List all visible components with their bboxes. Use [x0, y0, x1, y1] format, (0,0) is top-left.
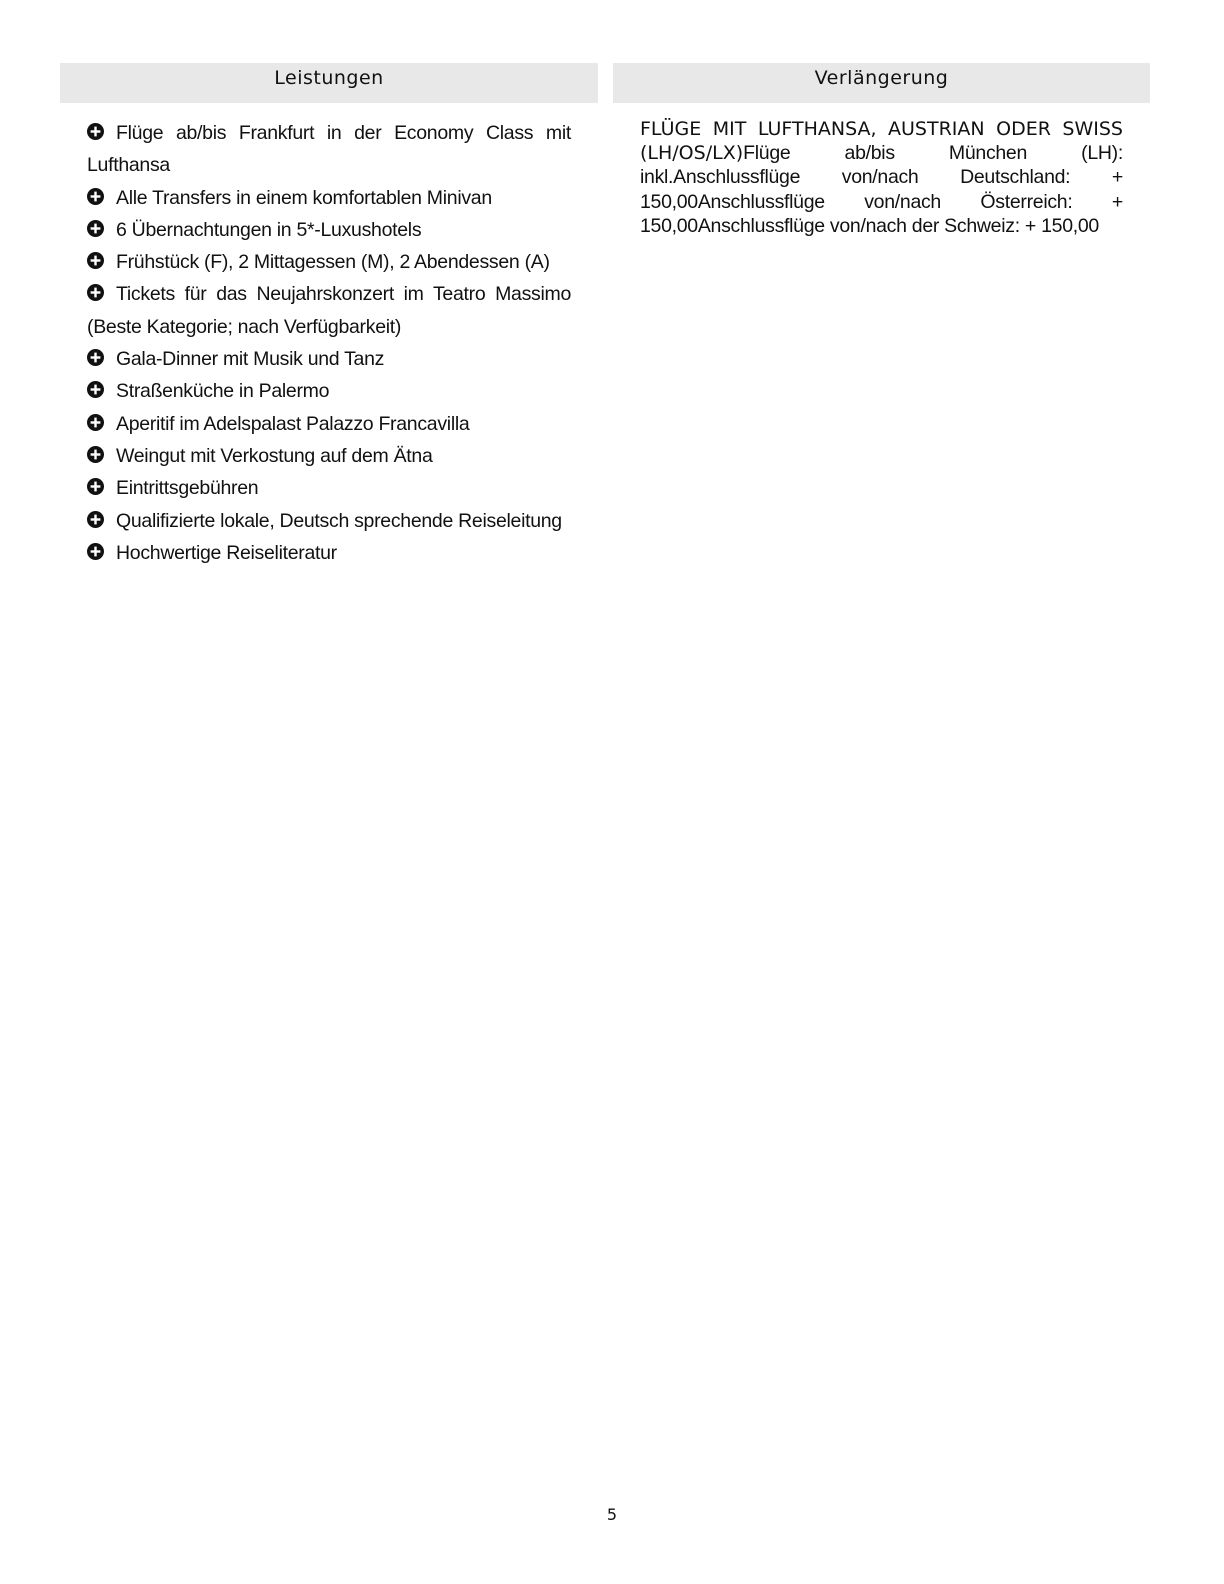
plus-circle-icon — [87, 188, 104, 205]
list-item-text: Qualifizierte lokale, Deutsch sprechende Reiseleitung — [116, 509, 562, 532]
list-item — [87, 214, 571, 246]
list-item-text: Eintrittsgebühren — [116, 477, 259, 500]
list-item — [87, 440, 571, 472]
plus-circle-icon — [87, 220, 104, 237]
list-item-text: 6 Übernachtungen in 5*-Luxushotels — [116, 218, 422, 241]
list-item-text: Flüge ab/bis Frankfurt in der Economy Class mit Lufthansa — [87, 122, 571, 177]
plus-circle-icon — [87, 349, 104, 366]
list-item — [87, 182, 571, 214]
plus-circle-icon — [87, 446, 104, 463]
extension-column — [613, 63, 1150, 237]
list-item — [87, 343, 571, 375]
list-item-text: Alle Transfers in einem komfortablen Minivan — [116, 186, 492, 209]
list-item-text: Aperitif im Adelspalast Palazzo Francavilla — [116, 412, 470, 435]
list-item — [87, 278, 571, 343]
list-item-text: Hochwertige Reiseliteratur — [116, 541, 337, 564]
list-item-text: Weingut mit Verkostung auf dem Ätna — [116, 444, 433, 467]
flights-heading: FLÜGE MIT LUFTHANSA, AUSTRIAN ODER SWISS (LH/OS/LX) — [640, 118, 1123, 165]
list-item — [87, 472, 571, 504]
list-item — [87, 408, 571, 440]
plus-circle-icon — [87, 543, 104, 560]
plus-circle-icon — [87, 478, 104, 495]
services-column — [60, 63, 598, 564]
list-item — [87, 375, 571, 407]
list-item — [87, 246, 571, 278]
plus-circle-icon — [87, 414, 104, 431]
list-item-text: Gala-Dinner mit Musik und Tanz — [116, 348, 385, 371]
plus-circle-icon — [87, 284, 104, 301]
list-item-text: Straßenküche in Palermo — [116, 380, 330, 403]
list-item — [87, 537, 571, 569]
plus-circle-icon — [87, 123, 104, 140]
list-item — [87, 117, 571, 182]
services-header: Leistungen — [60, 63, 598, 103]
plus-circle-icon — [87, 252, 104, 269]
flights-details: Flüge ab/bis München (LH): inkl.Anschlussflüge von/nach Deutschland: + 150,00Anschlussflüge von/nach Österreich: + 150,00Anschlussflüge von/nach der Schweiz: + 150,00 — [640, 142, 1123, 237]
page-number: 5 — [606, 1505, 618, 1524]
plus-circle-icon — [87, 381, 104, 398]
extension-header: Verlängerung — [613, 63, 1150, 103]
list-item — [87, 505, 571, 537]
list-item-text: Frühstück (F), 2 Mittagessen (M), 2 Abendessen (A) — [116, 251, 550, 274]
plus-circle-icon — [87, 511, 104, 528]
extension-text-block — [640, 117, 1123, 238]
list-item-text: Tickets für das Neujahrskonzert im Teatro Massimo (Beste Kategorie; nach Verfügbarkeit) — [87, 283, 571, 338]
services-list — [87, 117, 571, 569]
